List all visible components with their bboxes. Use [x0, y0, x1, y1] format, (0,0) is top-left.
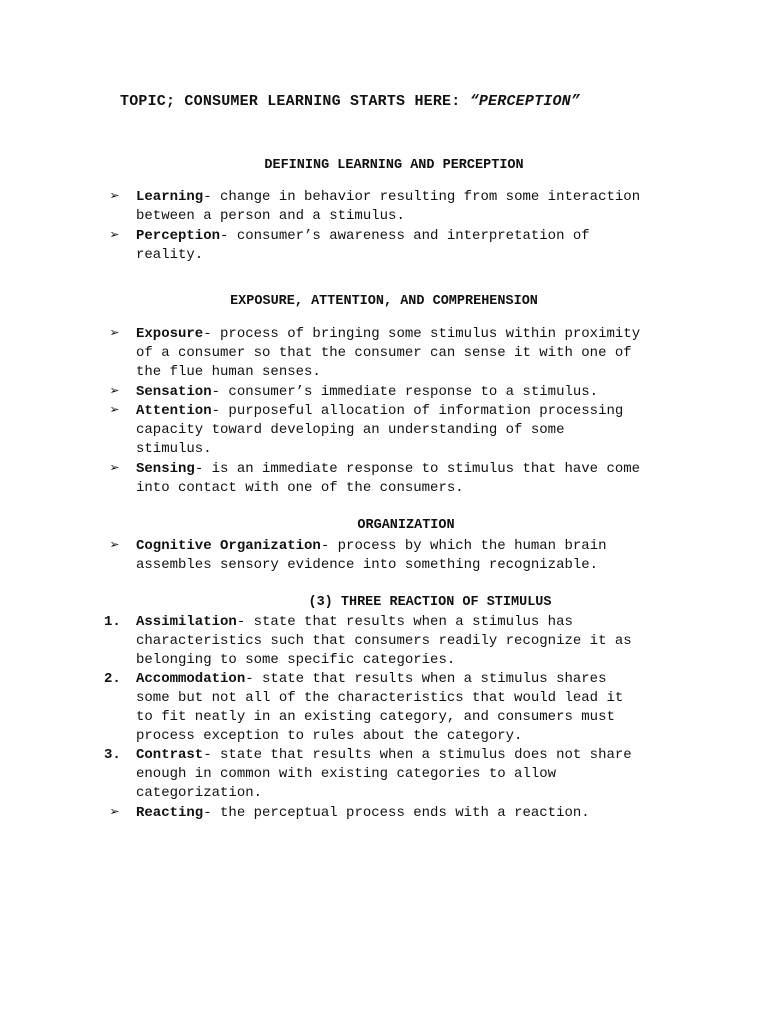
page-title	[120, 93, 580, 110]
section-heading-reaction: (3) THREE REACTION OF STIMULUS	[308, 595, 552, 610]
item-text: - consumer’s awareness and interpretation of reality.	[136, 228, 590, 263]
arrow-bullet-icon: ➢	[110, 188, 120, 206]
item-body	[136, 402, 696, 459]
item-text: - state that results when a stimulus has characteristics such that consumers readily recognize it as belonging to some specific categories.	[136, 614, 632, 668]
item-body	[136, 746, 696, 803]
item-term: Contrast	[136, 747, 204, 763]
item-text: - process by which the human brain assembles sensory evidence into something recognizable.	[136, 538, 607, 573]
item-body	[136, 325, 696, 382]
item-text: - change in behavior resulting from some interaction between a person and a stimulus.	[136, 189, 641, 224]
item-term: Accommodation	[136, 671, 246, 687]
item-term: Exposure	[136, 326, 204, 342]
item-number: 1.	[104, 614, 121, 630]
arrow-bullet-icon: ➢	[110, 804, 120, 822]
item-body	[136, 188, 696, 226]
item-term: Perception	[136, 228, 221, 244]
arrow-bullet-icon: ➢	[110, 383, 120, 401]
item-text: - purposeful allocation of information processing capacity toward developing an understanding of some stimulus.	[136, 403, 624, 457]
section-heading-learning-perception: DEFINING LEARNING AND PERCEPTION	[264, 158, 524, 173]
arrow-bullet-icon: ➢	[110, 325, 120, 343]
item-text: - the perceptual process ends with a reaction.	[203, 805, 590, 821]
item-body	[136, 537, 696, 575]
item-term: Reacting	[136, 805, 204, 821]
item-text: - process of bringing some stimulus within proximity of a consumer so that the consumer can sense it with one of the flue human senses.	[136, 326, 641, 380]
item-term: Assimilation	[136, 614, 237, 630]
item-term: Learning	[136, 189, 204, 205]
item-term: Attention	[136, 403, 212, 419]
item-body	[136, 670, 696, 746]
item-number: 3.	[104, 747, 121, 763]
item-body	[136, 613, 696, 670]
arrow-bullet-icon: ➢	[110, 227, 120, 245]
arrow-bullet-icon: ➢	[110, 402, 120, 420]
item-term: Sensation	[136, 384, 212, 400]
section-heading-organization: ORGANIZATION	[357, 518, 455, 533]
item-text: - is an immediate response to stimulus that have come into contact with one of the consumers.	[136, 461, 641, 496]
arrow-bullet-icon: ➢	[110, 460, 120, 478]
section-heading-exposure: EXPOSURE, ATTENTION, AND COMPREHENSION	[230, 294, 538, 309]
item-body	[136, 383, 696, 402]
item-text: - consumer’s immediate response to a stimulus.	[211, 384, 599, 400]
item-body	[136, 227, 696, 265]
title-emphasis: “PERCEPTION”	[469, 93, 581, 110]
item-body	[136, 460, 696, 498]
item-term: Cognitive Organization	[136, 538, 321, 554]
arrow-bullet-icon: ➢	[110, 537, 120, 555]
item-number: 2.	[104, 671, 121, 687]
item-text: - state that results when a stimulus shares some but not all of the characteristics that would lead it to fit neatly in an existing category, and consumers must process exception to rules about the category.	[136, 671, 624, 744]
item-text: - state that results when a stimulus does not share enough in common with existing categories to allow categorization.	[136, 747, 632, 801]
item-term: Sensing	[136, 461, 195, 477]
title-text: TOPIC; CONSUMER LEARNING STARTS HERE:	[120, 93, 470, 110]
item-body	[136, 804, 696, 823]
